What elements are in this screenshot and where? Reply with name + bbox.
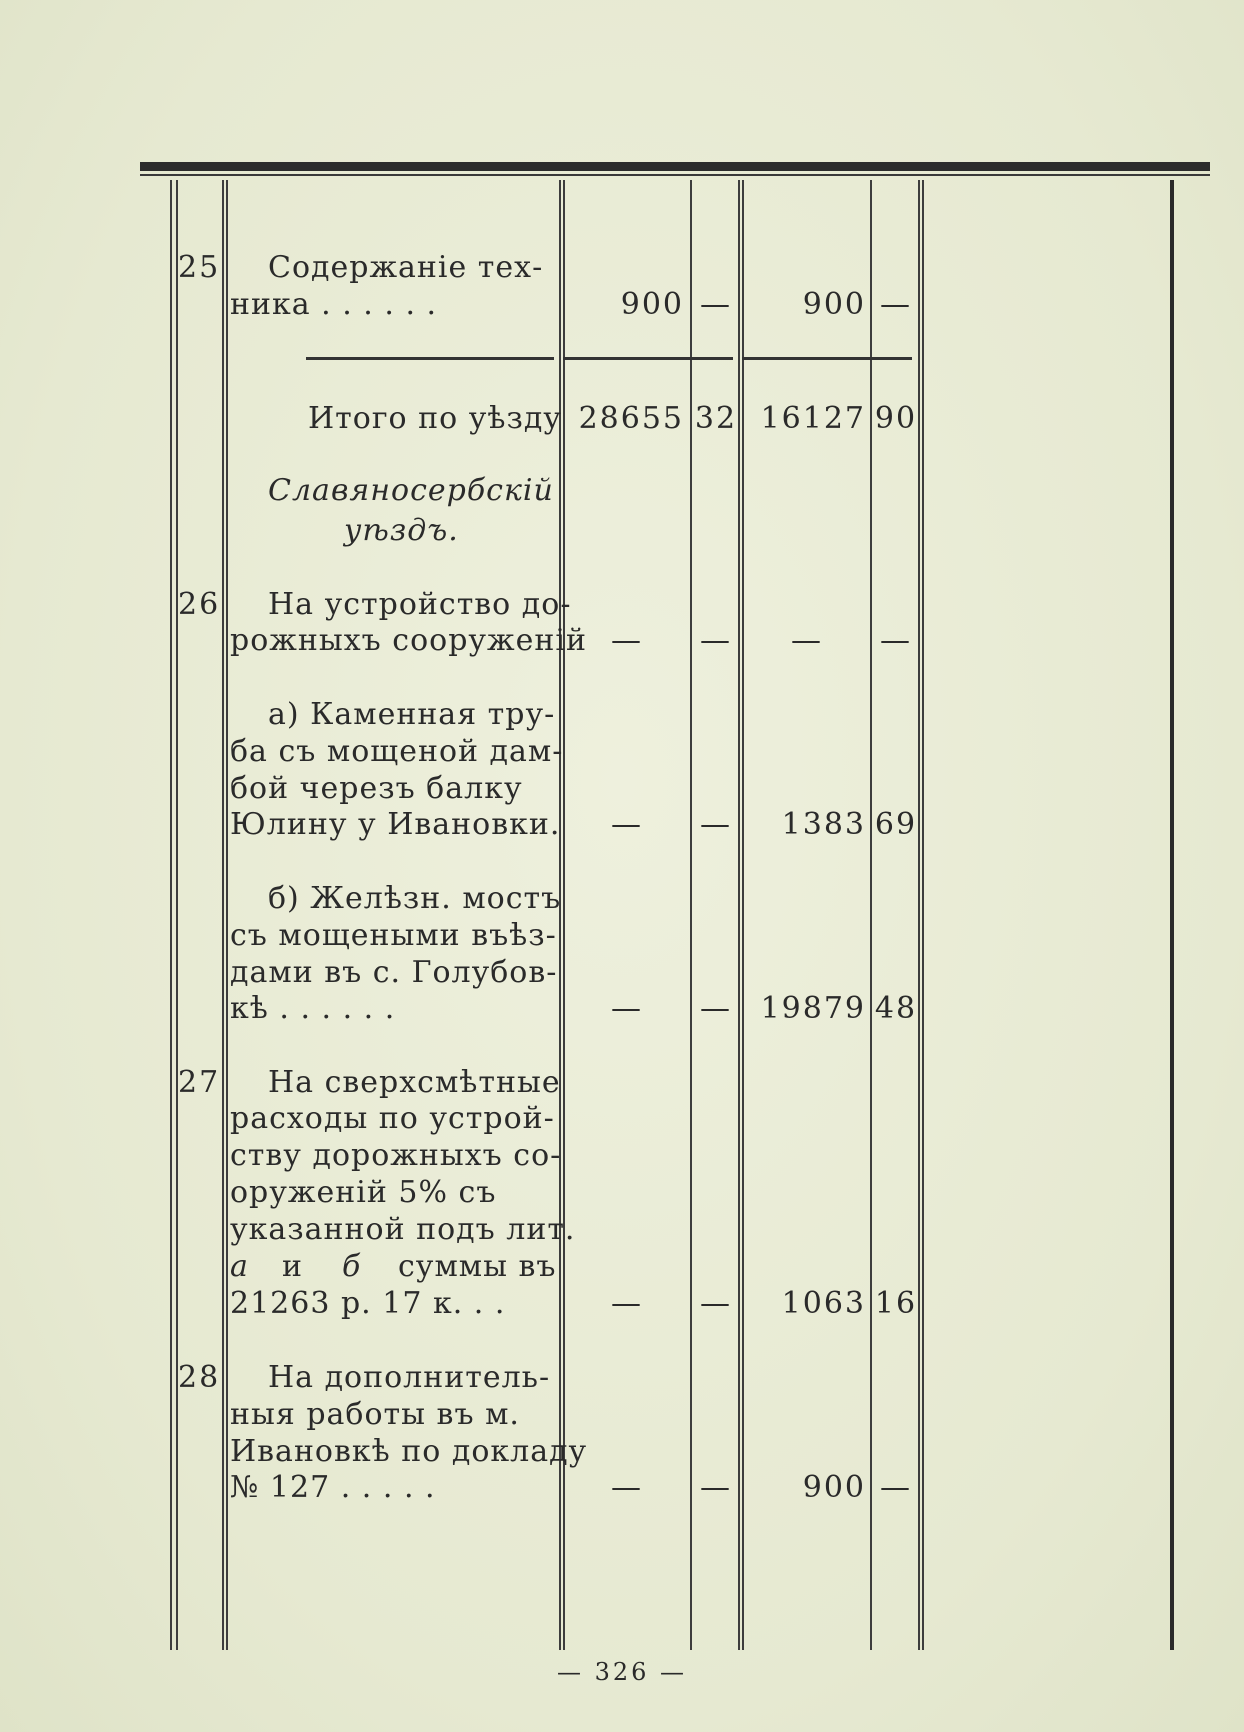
amount-kopeks: 69: [874, 807, 918, 842]
column-rule: [918, 180, 920, 1650]
header-rule-thin: [140, 174, 1210, 176]
amount-rubles: —: [611, 623, 643, 658]
amount-kopeks: —: [880, 623, 912, 658]
section-heading: уѣздъ.: [344, 513, 459, 548]
amount-rubles: 1383: [781, 807, 866, 842]
row-text: № 127 . . . . .: [230, 1470, 436, 1505]
total-kopeks: 32: [694, 401, 738, 436]
row-number: 27: [178, 1065, 221, 1100]
amount-rubles: —: [611, 1286, 643, 1321]
amount-rubles: 900: [620, 287, 684, 322]
row-text: а: [230, 1249, 249, 1284]
amount-kopeks: 16: [874, 1286, 918, 1321]
row-text: кѣ . . . . . .: [230, 991, 396, 1026]
total-label: Итого по уѣзду: [308, 401, 562, 436]
row-number: 25: [178, 250, 221, 285]
row-text: съ мощеными въѣз-: [230, 918, 557, 953]
amount-rubles: —: [791, 623, 823, 658]
row-text: Юлину у Ивановки.: [230, 807, 561, 842]
subtotal-rule: [563, 357, 733, 360]
amount-kopeks: 48: [874, 991, 918, 1026]
column-rule: [690, 180, 692, 1650]
amount-kopeks: —: [880, 287, 912, 322]
amount-kopeks: —: [700, 807, 732, 842]
column-rule: [226, 180, 228, 1650]
row-text: ба съ мощеной дам-: [230, 734, 564, 769]
row-number: 28: [178, 1360, 221, 1395]
row-text: На дополнитель-: [268, 1360, 551, 1395]
subtotal-rule: [306, 357, 554, 360]
amount-rubles: 900: [802, 1470, 866, 1505]
row-text: бой черезъ балку: [230, 771, 523, 806]
column-rule: [170, 180, 172, 1650]
column-rule: [222, 180, 224, 1650]
row-text: расходы по устрой-: [230, 1101, 555, 1136]
row-text: На устройство до-: [268, 587, 572, 622]
section-heading: Славяносербскій: [268, 473, 554, 508]
column-rule: [738, 180, 740, 1650]
row-text: рожныхъ сооруженій: [230, 623, 587, 658]
row-text: б: [342, 1249, 362, 1284]
column-rule: [176, 180, 178, 1650]
row-text: 21263 р. 17 к. . .: [230, 1286, 506, 1321]
row-text: б) Желѣзн. мостъ: [268, 881, 562, 916]
page-number: — 326 —: [556, 1658, 688, 1686]
row-text: оруженій 5% съ: [230, 1175, 497, 1210]
row-text: ныя работы въ м.: [230, 1397, 520, 1432]
column-rule-outer: [1170, 180, 1174, 1650]
row-text: и: [282, 1249, 303, 1284]
column-rule: [742, 180, 744, 1650]
amount-kopeks: —: [700, 1286, 732, 1321]
row-text: а) Каменная тру-: [268, 697, 556, 732]
row-text: суммы въ: [398, 1249, 557, 1284]
total-kopeks: 90: [874, 401, 918, 436]
amount-rubles: 19879: [760, 991, 866, 1026]
subtotal-rule: [742, 357, 912, 360]
row-text: ника . . . . . .: [230, 287, 438, 322]
column-rule: [922, 180, 924, 1650]
row-text: указанной подъ лит.: [230, 1212, 576, 1247]
amount-rubles: 900: [802, 287, 866, 322]
amount-kopeks: —: [700, 991, 732, 1026]
amount-rubles: 1063: [781, 1286, 866, 1321]
total-rubles: 16127: [760, 401, 866, 436]
row-text: Содержаніе тех-: [268, 250, 544, 285]
amount-kopeks: —: [700, 1470, 732, 1505]
row-text: дами въ с. Голубов-: [230, 955, 558, 990]
amount-kopeks: —: [700, 287, 732, 322]
total-rubles: 28655: [578, 401, 684, 436]
amount-kopeks: —: [880, 1470, 912, 1505]
amount-rubles: —: [611, 807, 643, 842]
amount-rubles: —: [611, 991, 643, 1026]
header-rule-thick: [140, 162, 1210, 171]
amount-kopeks: —: [700, 623, 732, 658]
column-rule: [870, 180, 872, 1650]
row-text: Ивановкѣ по докладу: [230, 1434, 588, 1469]
row-number: 26: [178, 587, 221, 622]
row-text: На сверхсмѣтные: [268, 1065, 561, 1100]
column-rule: [563, 180, 565, 1650]
row-text: ству дорожныхъ со-: [230, 1138, 562, 1173]
amount-rubles: —: [611, 1470, 643, 1505]
